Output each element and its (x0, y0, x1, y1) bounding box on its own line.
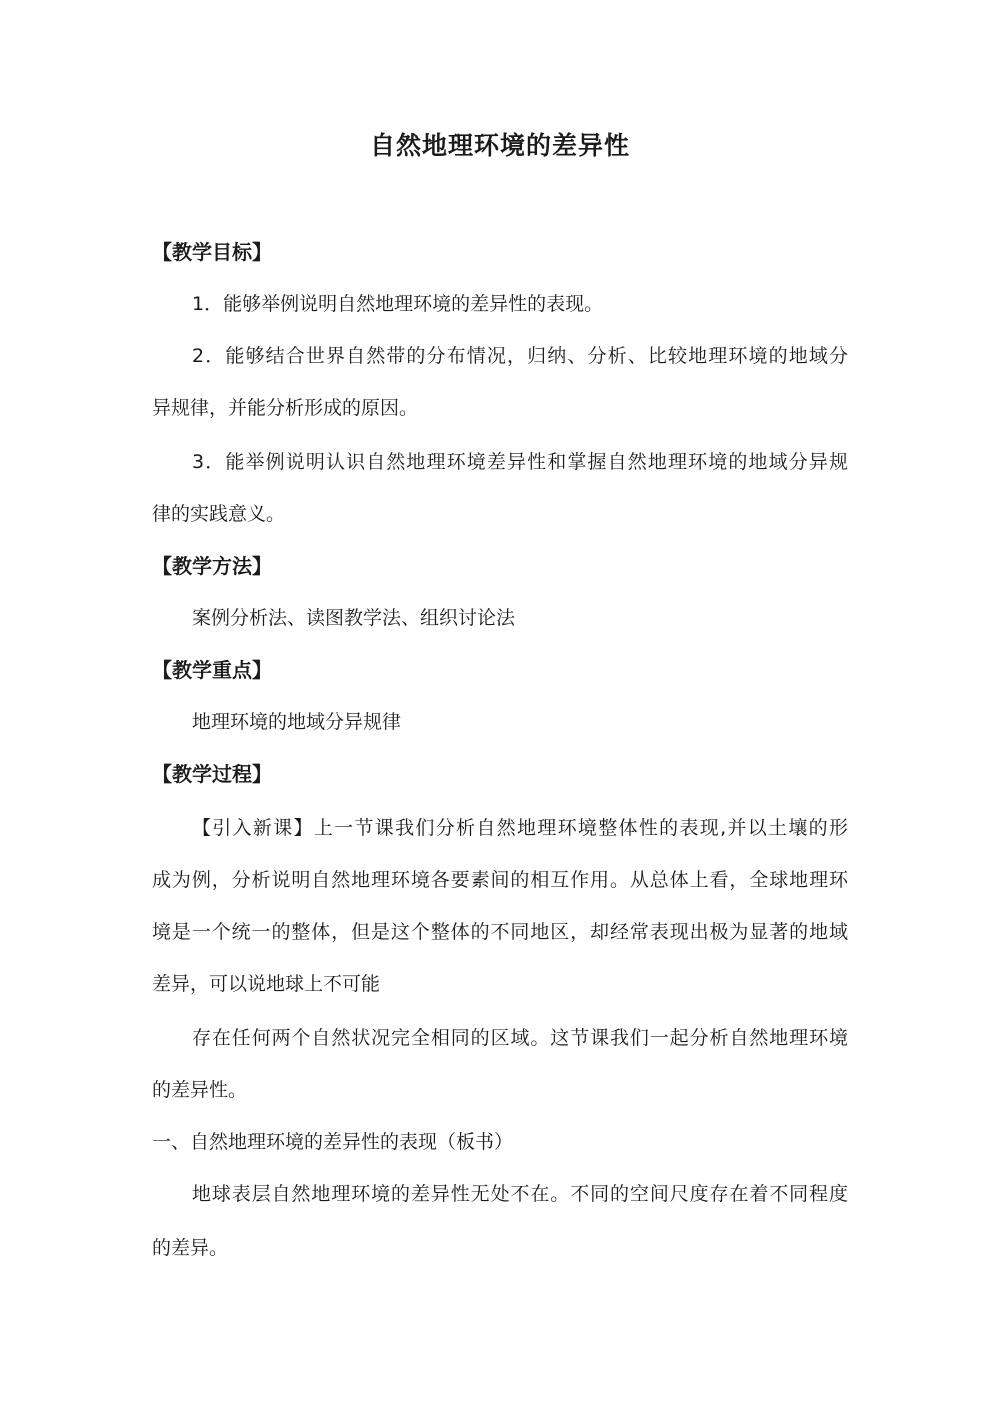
objective-item-1: 1．能够举例说明自然地理环境的差异性的表现。 (192, 293, 604, 315)
objective-item-3-line1: 3．能举例说明认识自然地理环境差异性和掌握自然地理环境的地域分异规 (192, 451, 848, 473)
body-paragraph-line2: 的差异。 (152, 1237, 229, 1259)
process-subheading: 一、自然地理环境的差异性的表现（板书） (152, 1131, 514, 1153)
objective-item-3-line2: 律的实践意义。 (152, 503, 286, 525)
section-heading-methods: 【教学方法】 (152, 554, 272, 578)
key-points-text: 地理环境的地域分异规律 (192, 711, 402, 733)
intro-paragraph-line1: 【引入新课】上一节课我们分析自然地理环境整体性的表现,并以土壤的形 (192, 817, 848, 839)
intro-paragraph-line2: 成为例，分析说明自然地理环境各要素间的相互作用。从总体上看，全球地理环 (152, 869, 848, 891)
objective-item-2-line2: 异规律，并能分析形成的原因。 (152, 397, 419, 419)
continuation-paragraph-line2: 的差异性。 (152, 1079, 248, 1101)
section-heading-objectives: 【教学目标】 (152, 240, 272, 264)
methods-text: 案例分析法、读图教学法、组织讨论法 (192, 607, 516, 629)
section-heading-key-points: 【教学重点】 (152, 658, 272, 682)
section-heading-process: 【教学过程】 (152, 762, 272, 786)
continuation-paragraph-line1: 存在任何两个自然状况完全相同的区域。这节课我们一起分析自然地理环境 (192, 1027, 848, 1049)
body-paragraph-line1: 地球表层自然地理环境的差异性无处不在。不同的空间尺度存在着不同程度 (192, 1183, 848, 1205)
intro-paragraph-line4: 差异，可以说地球上不可能 (152, 973, 381, 995)
intro-paragraph-line3: 境是一个统一的整体，但是这个整体的不同地区，却经常表现出极为显著的地域 (152, 921, 848, 943)
document-title: 自然地理环境的差异性 (369, 131, 630, 160)
objective-item-2-line1: 2．能够结合世界自然带的分布情况，归纳、分析、比较地理环境的地域分 (192, 345, 848, 367)
